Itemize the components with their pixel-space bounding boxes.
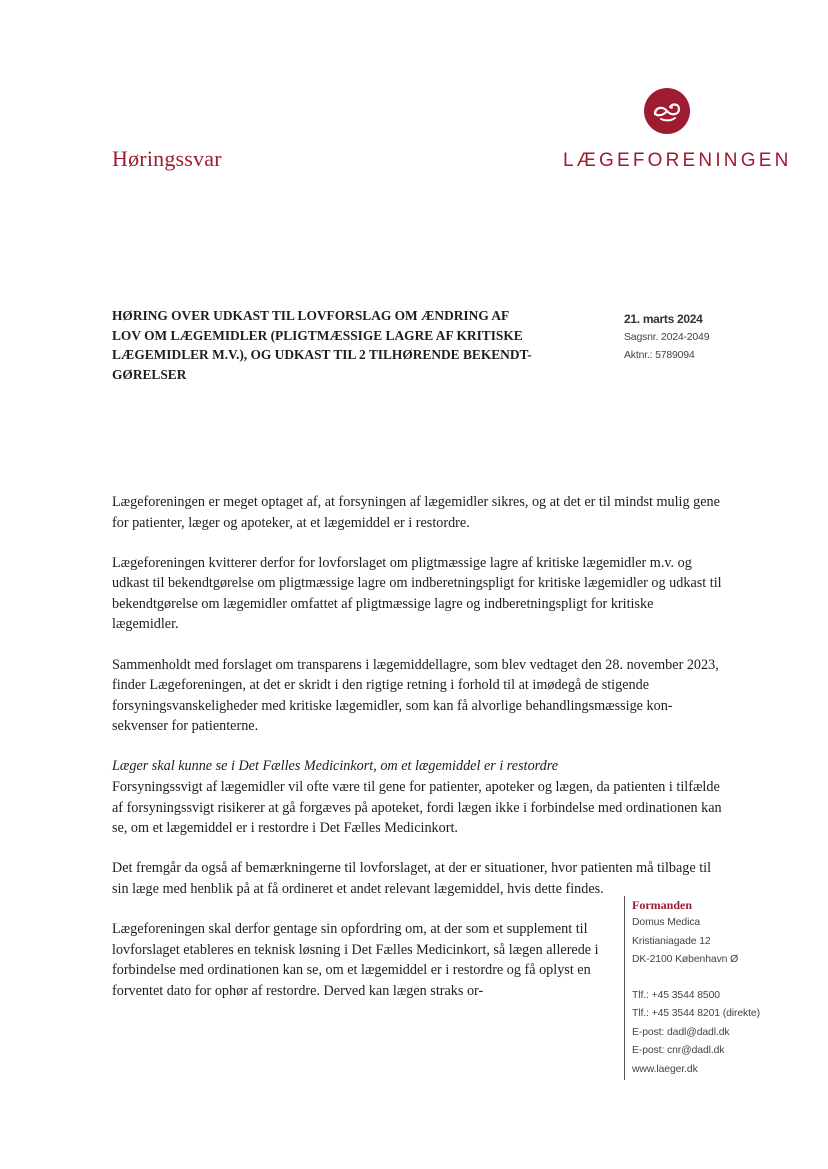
sidebar-org: Domus Medica bbox=[632, 917, 701, 928]
heading-line: HØRING OVER UDKAST TIL LOVFORSLAG OM ÆNDRING AF bbox=[112, 308, 510, 323]
document-heading bbox=[112, 306, 552, 384]
sidebar-phone: Tlf.: +45 3544 8500 bbox=[632, 989, 720, 1001]
paragraph: Lægeforeningen er meget optaget af, at forsyningen af lægemidler sikres, og at det er til mindst mulig gene for patienter, læger og apoteker, at et lægemiddel er i restordre. bbox=[112, 494, 720, 531]
organization-logo-text: LÆGEFORENINGEN bbox=[563, 150, 792, 171]
section-subheading: Læger skal kunne se i Det Fælles Medicinkort, om et lægemiddel er i restordre bbox=[112, 758, 559, 775]
sidebar-website: www.laeger.dk bbox=[632, 1063, 698, 1075]
sidebar-title: Formanden bbox=[632, 898, 692, 912]
caduceus-snake-icon bbox=[644, 88, 690, 134]
act-number: Aktnr.: 5789094 bbox=[624, 349, 695, 361]
document-meta bbox=[624, 310, 709, 364]
document-type-label: Høringssvar bbox=[112, 146, 222, 171]
sidebar-phone-direct: Tlf.: +45 3544 8201 (direkte) bbox=[632, 1008, 760, 1019]
paragraph: Lægeforeningen kvitterer derfor for lovforslaget om pligtmæssige lagre af kritiske lægemidler m.v. og udkast til bekendtgørelse om pligtmæssige lagre om indberetningspligt for kritiske lægemidler og udkast til bekendtgørelse om lægemidler omfattet af pligtmæssige lagre og indberetningspligt for kritiske lægemidler. bbox=[112, 554, 722, 633]
sidebar-email: E-post: dadl@dadl.dk bbox=[632, 1026, 730, 1038]
document-date: 21. marts 2024 bbox=[624, 312, 703, 326]
paragraph: Det fremgår da også af bemærkningerne til lovforslaget, at der er situationer, hvor patienten må tilbage til sin læge med henblik på at få ordineret et andet relevant lægemiddel, hvis dette findes. bbox=[112, 860, 712, 897]
contact-sidebar bbox=[624, 896, 760, 1080]
paragraph: Forsyningssvigt af lægemidler vil ofte være til gene for patienter, apoteker og lægen, da patienten i tilfælde af forsyningssvigt risikerer at gå forgæves på apoteket, fordi lægen ikke i forbindelse med ordinationen kan se, om et lægemiddel er i restordre i Det Fælles Medicinkort. bbox=[112, 779, 722, 837]
sidebar-email: E-post: cnr@dadl.dk bbox=[632, 1045, 725, 1056]
sidebar-city: DK-2100 København Ø bbox=[632, 954, 739, 965]
heading-line: LOV OM LÆGEMIDLER (PLIGTMÆSSIGE LAGRE AF KRITISKE bbox=[112, 327, 523, 343]
heading-line: LÆGEMIDLER M.V.), OG UDKAST TIL 2 TILHØRENDE BEKENDT- bbox=[112, 347, 532, 362]
paragraph: Lægeforeningen skal derfor gentage sin opfordring om, at der som et supplement til lovforslaget etableres en teknisk løsning i Det Fælles Medicinkort, så lægen allerede i forbindelse med ordinationen kan se, om et lægemiddel er i restordre og få oplyst en forventet dato for ophør af restordre. Derved kan lægen straks or- bbox=[112, 921, 599, 999]
sidebar-street: Kristianiagade 12 bbox=[632, 935, 711, 947]
heading-line: GØRELSER bbox=[112, 366, 187, 382]
case-number: Sagsnr. 2024-2049 bbox=[624, 331, 710, 343]
paragraph: Sammenholdt med forslaget om transparens i lægemiddellagre, som blev vedtaget den 28. november 2023, finder Lægeforeningen, at det er skridt i den rigtige retning i forhold til at imødegå de stigende forsyningsvanskeligheder med kritiske lægemidler, som kan få alvorlige behandlingsmæssige konsekvenser for patienterne. bbox=[112, 656, 719, 735]
